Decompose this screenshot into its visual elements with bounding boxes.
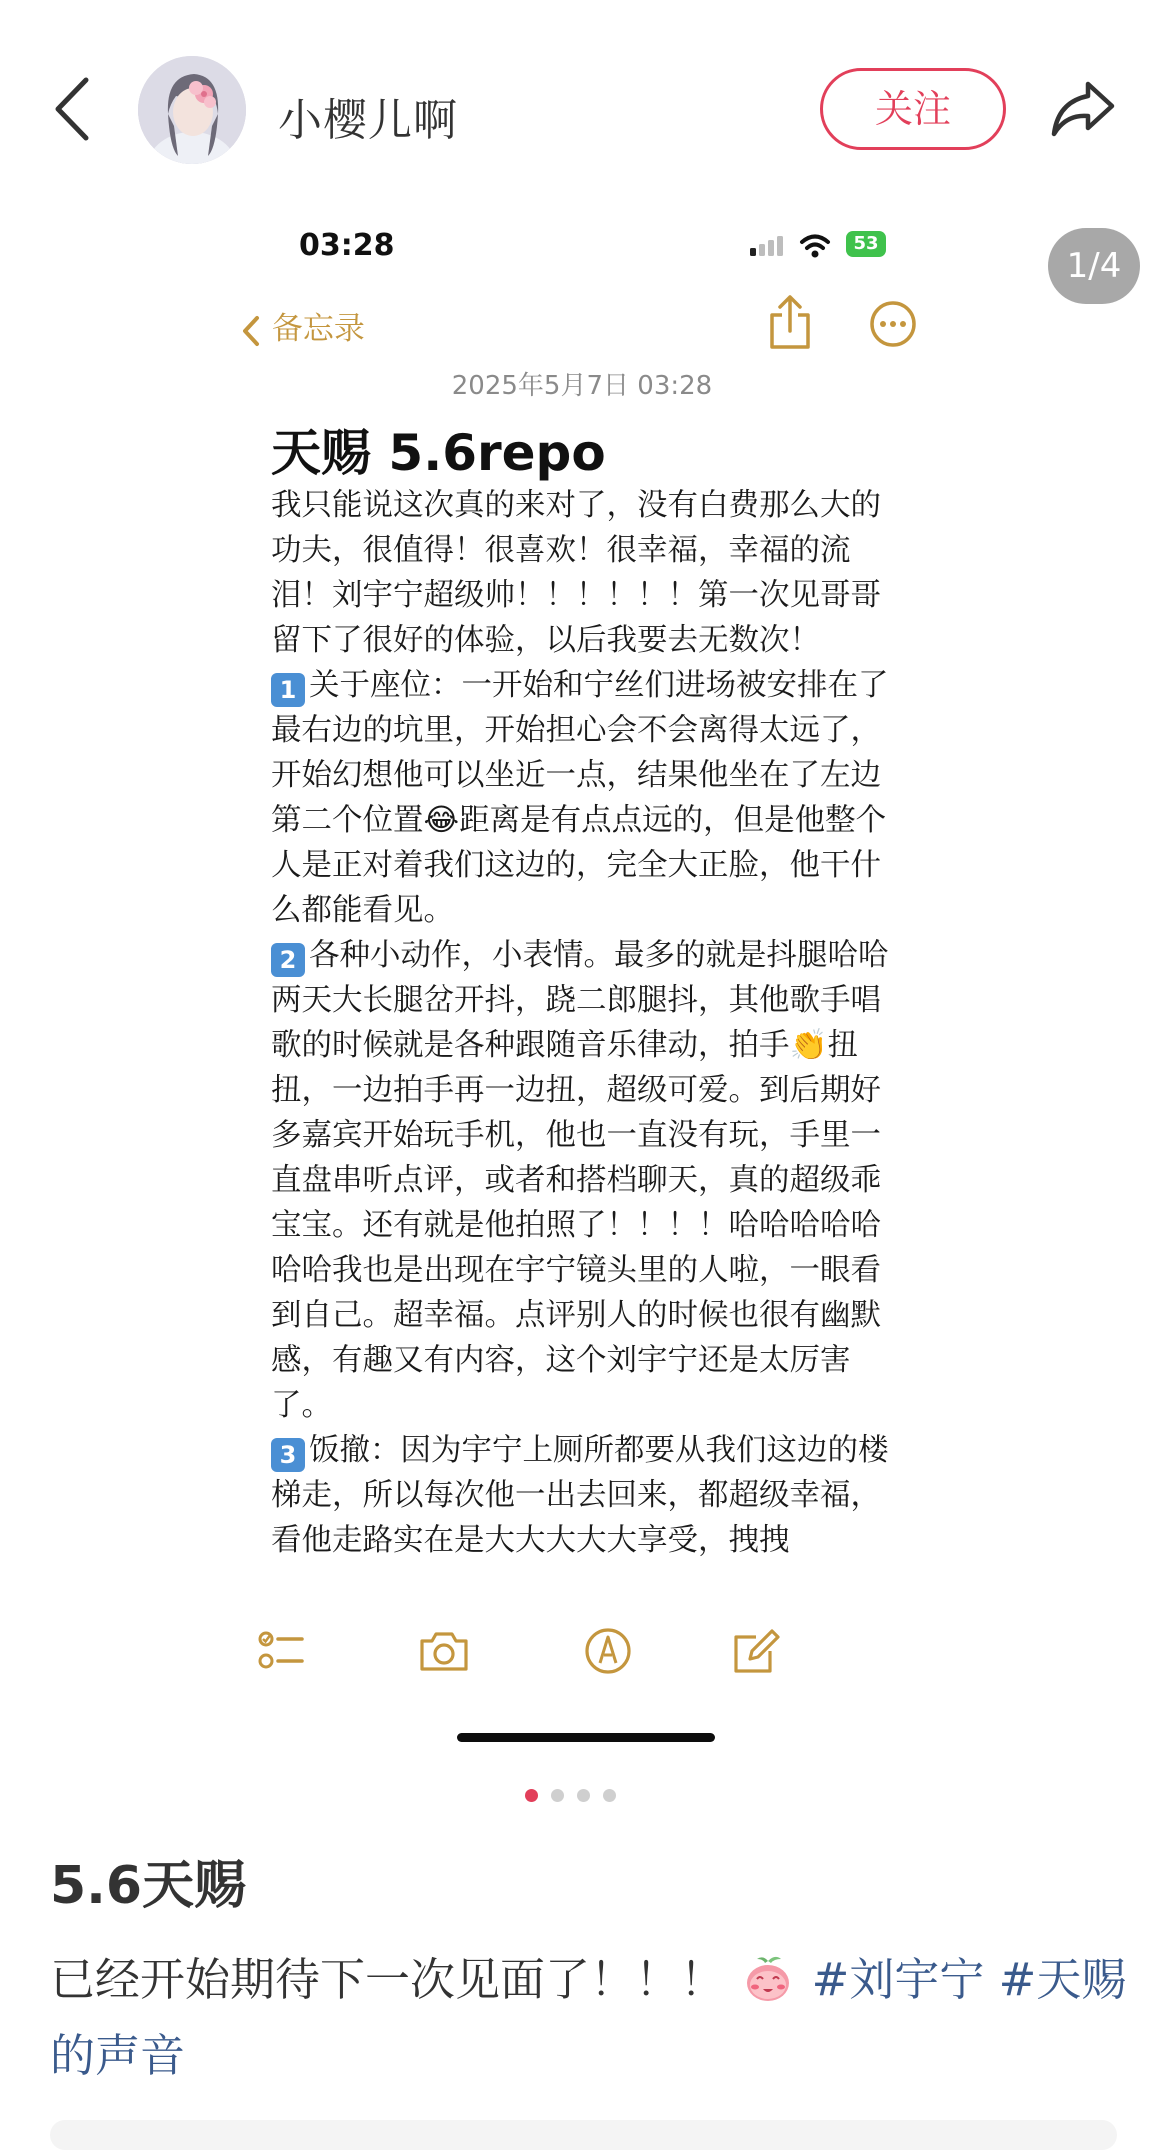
- battery-indicator: 53: [846, 231, 886, 257]
- compose-button[interactable]: [730, 1625, 782, 1677]
- keycap-number-badge: 3: [271, 1438, 305, 1472]
- wifi-icon: [802, 237, 828, 258]
- carousel-dot[interactable]: [551, 1789, 564, 1802]
- notes-toolbar: [232, 1625, 932, 1685]
- compose-icon: [730, 1625, 782, 1677]
- notes-back-button[interactable]: [240, 303, 365, 353]
- follow-button[interactable]: 关注: [820, 68, 1006, 150]
- checklist-icon: [256, 1625, 308, 1677]
- notes-back-label: 备忘录: [271, 311, 365, 347]
- note-section-2: 2 各种小动作，小表情。最多的就是抖腿哈哈两天大长腿岔开抖，跷二郎腿抖，其他歌手唱歌的时候就是各种跟随音乐律动，拍手👏扭扭，一边拍手再一边扭，超级可爱。到后期好多嘉宾开始玩手机，他也一直没有玩，手里一直盘串听点评，或者和搭档聊天，真的超级乖宝宝。还有就是他拍照了！！！！哈哈哈哈哈哈哈我也是出现在宇宁镜头里的人啦，一眼看到自己。超幸福。点评别人的时候也很有幽默感，有趣又有内容，这个刘宇宁还是太厉害了。: [271, 938, 889, 1423]
- carousel-dot[interactable]: [603, 1789, 616, 1802]
- note-section-3: 3 饭撤：因为宇宁上厕所都要从我们这边的楼梯走，所以每次他一出去回来，都超级幸福，看他走路实在是大大大大大享受，拽拽: [271, 1433, 889, 1558]
- hashtag-link[interactable]: #天赐的声音: [50, 1953, 1127, 2082]
- markup-pen-icon: [582, 1625, 634, 1677]
- note-body: [271, 483, 896, 1583]
- image-page-counter: 1/4: [1048, 228, 1140, 304]
- post-text: 已经开始期待下一次见面了！！！: [50, 1953, 726, 2006]
- status-time: 03:28: [299, 228, 395, 263]
- carousel-dot[interactable]: [525, 1789, 538, 1802]
- post-title: 5.6天赐: [50, 1856, 247, 1916]
- home-indicator: [457, 1733, 715, 1742]
- cellular-signal-icon: [750, 236, 783, 256]
- upload-share-icon: [766, 293, 814, 351]
- comment-section-card: [50, 2120, 1117, 2150]
- author-avatar[interactable]: [138, 56, 246, 164]
- markup-button[interactable]: [582, 1625, 634, 1677]
- share-arrow-icon: [1048, 76, 1118, 142]
- peach-blush-emoji-icon: [743, 1953, 793, 2003]
- keycap-number-badge: 1: [271, 673, 305, 707]
- note-date: 2025年5月7日 03:28: [451, 371, 713, 401]
- chevron-left-icon: [48, 74, 98, 144]
- camera-button[interactable]: [418, 1625, 470, 1677]
- hashtag-link[interactable]: #刘宇宁: [811, 1953, 985, 2006]
- carousel-dot[interactable]: [577, 1789, 590, 1802]
- camera-icon: [418, 1625, 470, 1677]
- checklist-button[interactable]: [256, 1625, 308, 1677]
- post-body: [50, 1942, 1130, 2094]
- notes-share-button[interactable]: [766, 293, 814, 351]
- clapping-emoji: 👏: [789, 1028, 828, 1063]
- laughing-emoji: 😂: [423, 803, 460, 838]
- note-section-1: 1 关于座位：一开始和宁丝们进场被安排在了最右边的坑里，开始担心会不会离得太远了，开始幻想他可以坐近一点，结果他坐在了左边第二个位置😂距离是有点点远的，但是他整个人是正对着我们这边的，完全大正脸，他干什么都能看见。: [271, 668, 889, 928]
- more-ellipsis-icon: [868, 299, 918, 349]
- author-name[interactable]: 小樱儿啊: [278, 95, 458, 146]
- chevron-left-icon: [240, 314, 262, 348]
- keycap-number-badge: 2: [271, 943, 305, 977]
- share-button[interactable]: [1048, 76, 1118, 142]
- avatar-image: [138, 56, 246, 164]
- carousel-dots: [525, 1787, 629, 1807]
- back-button[interactable]: [48, 74, 98, 144]
- note-screenshot-image[interactable]: [232, 215, 932, 1785]
- note-intro: 我只能说这次真的来对了，没有白费那么大的功夫，很值得！很喜欢！很幸福，幸福的流泪！刘宇宁超级帅！！！！！！第一次见哥哥留下了很好的体验，以后我要去无数次！: [271, 488, 881, 658]
- notes-more-button[interactable]: [868, 299, 918, 349]
- note-title: 天赐 5.6repo: [271, 424, 606, 482]
